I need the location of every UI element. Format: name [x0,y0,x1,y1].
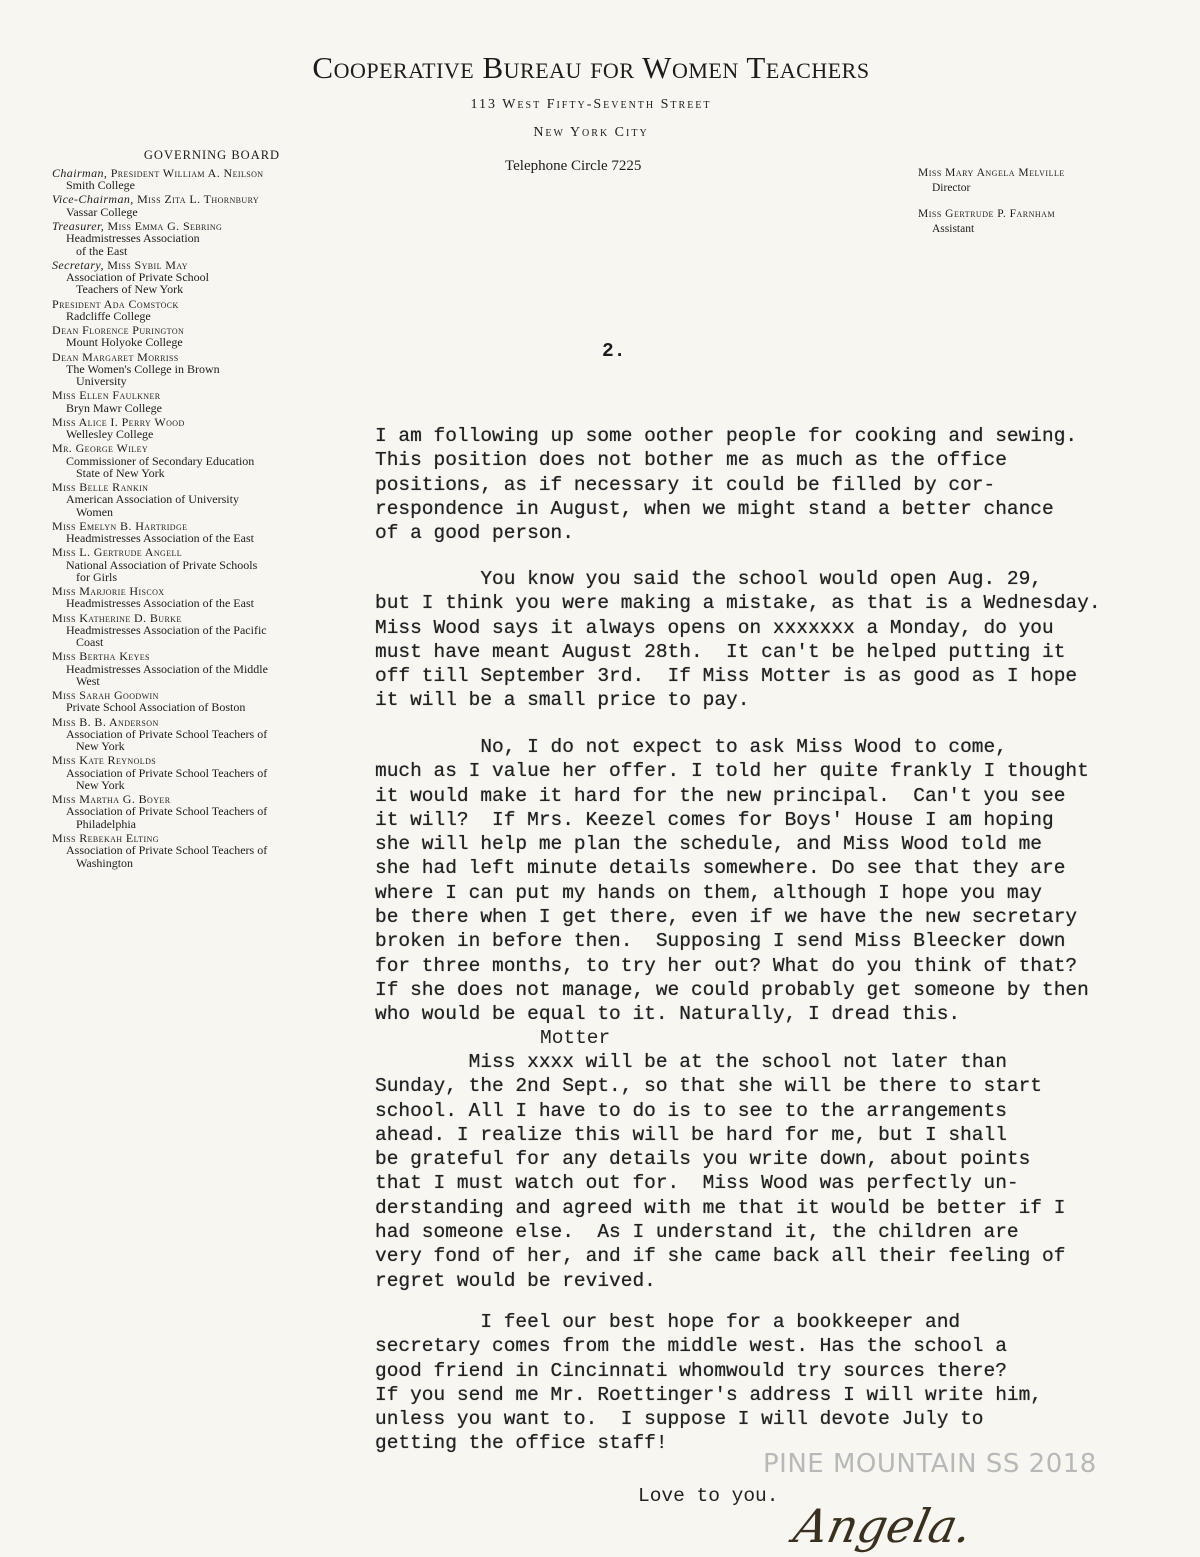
member-affiliation: Bryn Mawr College [66,400,162,415]
staff-role: Assistant [932,223,975,235]
member-affiliation: Wellesley College [66,427,154,442]
member-affiliation: Headmistresses Association of the Pacific [66,622,267,637]
text-line: broken in before then. Supposing I send Miss Bleecker down [375,930,1066,953]
text-line: she had left minute details somewhere. Do see that they are [375,857,1066,880]
staff-name: Miss Gertrude P. Farnham [918,208,1056,220]
paragraph-5 [375,1310,1042,1456]
member-name-line [52,193,362,205]
text-line: If you send me Mr. Roettinger's address I will write him, [375,1383,1043,1406]
text-line: No, I do not expect to ask Miss Wood to come, [375,736,1007,758]
board-member [52,298,362,323]
closing: Love to you. [638,1485,779,1507]
text-line: be there when I get there, even if we have the new secretary [375,906,1078,929]
member-name: President Ada Comstock [52,296,179,311]
text-line: off till September 3rd. If Miss Motter is as good as I hope [375,665,1078,688]
text-line: Miss Wood says it always opens on xxxxxxx a Monday, do you [375,616,1054,639]
member-name: Miss Katherine D. Burke [52,610,182,625]
member-affiliation: Association of Private School [66,270,209,285]
text-line: it will be a small price to pay. [375,689,750,712]
member-name: Miss Zita L. Thornbury [137,192,260,207]
text-line: regret would be revived. [375,1269,656,1292]
board-member [52,442,362,479]
board-member [52,416,362,441]
member-affiliation: State of New York [76,465,165,480]
board-member [52,650,362,687]
board-member [52,793,362,830]
member-affiliation: Association of Private School Teachers of [66,726,268,741]
member-affiliation: Commissioner of Secondary Education [66,453,255,468]
text-line: that I must watch out for. Miss Wood was perfectly un- [375,1172,1019,1195]
member-affiliation: Association of Private School Teachers of [66,843,268,858]
board-member [52,389,362,414]
letterhead-title: Cooperative Bureau for Women Teachers [312,50,870,85]
member-affiliation: Headmistresses Association [66,231,200,246]
text-line: very fond of her, and if she came back all their feeling of [375,1245,1066,1268]
text-line: had someone else. As I understand it, the children are [375,1221,1019,1244]
member-affiliation: Philadelphia [76,816,136,831]
text-line: respondence in August, when we might stand a better chance [375,497,1054,520]
member-name: Miss Emelyn B. Hartridge [52,518,188,533]
staff-director [918,166,1065,196]
staff-name: Miss Mary Angela Melville [918,167,1065,179]
staff-assistant [918,207,1055,237]
board-member [52,481,362,518]
text-line: who would be equal to it. Naturally, I dread this. [375,1003,961,1026]
member-role: Vice-Chairman, [52,192,134,207]
member-name: Miss Sybil May [107,257,188,272]
member-name: Miss Belle Rankin [52,480,149,495]
staff-role: Director [932,182,971,194]
member-affiliation: Smith College [66,178,135,193]
member-affiliation: of the East [76,243,128,258]
member-name: Miss Sarah Goodwin [52,688,159,703]
board-member [52,716,362,753]
board-member [52,167,362,192]
watermark: PINE MOUNTAIN SS 2018 [763,1449,1097,1479]
member-role: Treasurer, [52,218,105,233]
text-line: of a good person. [375,522,574,545]
text-line: but I think you were making a mistake, as that is a Wednesday. [375,592,1101,615]
member-name: Miss Martha G. Boyer [52,792,171,807]
paragraph-4 [375,1050,1065,1293]
member-affiliation: National Association of Private Schools [66,557,258,572]
member-role: Chairman, [52,166,108,180]
signature: Angela. [789,1499,978,1553]
board-member [52,324,362,349]
member-name: Dean Margaret Morriss [52,349,179,364]
text-line: good friend in Cincinnati whomwould try sources there? [375,1359,1007,1382]
text-line: much as I value her offer. I told her quite frankly I thought [375,760,1089,783]
member-affiliation: Mount Holyoke College [66,335,183,350]
text-line: I feel our best hope for a bookkeeper and [375,1311,961,1333]
board-member [52,689,362,714]
text-line: positions, as if necessary it could be filled by cor- [375,473,996,496]
text-line: getting the office staff! [375,1432,668,1455]
member-affiliation: Association of Private School Teachers of [66,804,268,819]
text-line: be grateful for any details you write down, about points [375,1148,1031,1171]
member-affiliation: Women [76,504,114,519]
member-affiliation: New York [76,739,125,754]
member-affiliation: for Girls [76,569,117,584]
member-name: Miss L. Gertrude Angell [52,545,183,560]
board-member [52,585,362,610]
member-affiliation: Headmistresses Association of the East [66,596,254,611]
member-affiliation: Washington [76,855,134,870]
text-line: secretary comes from the middle west. Has the school a [375,1335,1007,1358]
text-line: for three months, to try her out? What do you think of that? [375,954,1078,977]
member-affiliation: Coast [76,635,104,650]
member-name-line [52,351,362,363]
board-member [52,754,362,791]
page-number: 2. [602,340,626,362]
member-name-line [52,546,362,558]
text-line: where I can put my hands on them, although I hope you may [375,881,1043,904]
paragraph-2 [375,567,1101,713]
text-line: ahead. I realize this will be hard for me, but I shall [375,1123,1007,1146]
member-affiliation: American Association of University [66,492,239,507]
text-line: Miss xxxx will be at the school not later than [375,1051,1007,1073]
member-affiliation: New York [76,777,125,792]
text-line: must have meant August 28th. It can't be helped putting it [375,640,1066,663]
member-name: Miss Bertha Keyes [52,649,150,664]
member-name: Miss B. B. Anderson [52,714,159,729]
text-line: You know you said the school would open Aug. 29, [375,568,1043,590]
typed-insertion: Motter [540,1027,611,1049]
text-line: unless you want to. I suppose I will devote July to [375,1408,984,1431]
member-name: Miss Marjorie Hiscox [52,584,165,599]
member-affiliation: West [76,673,100,688]
text-line: derstanding and agreed with me that it would be better if I [375,1196,1066,1219]
member-affiliation: University [76,374,127,389]
letterhead-city: New York City [533,125,649,140]
board-members [52,167,362,869]
member-affiliation: Private School Association of Boston [66,700,246,715]
text-line: This position does not bother me as much as the office [375,449,1007,472]
text-line: school. All I have to do is to see to the arrangements [375,1099,1007,1122]
member-role: Secretary, [52,257,104,272]
text-line: If she does not manage, we could probably get someone by then [375,978,1089,1001]
text-line: Sunday, the 2nd Sept., so that she will be there to start [375,1075,1043,1098]
member-name: Dean Florence Purington [52,323,185,338]
member-name: Miss Kate Reynolds [52,753,157,768]
board-member [52,520,362,545]
board-member [52,612,362,649]
board-member [52,832,362,869]
text-line: it will? If Mrs. Keezel comes for Boys' House I am hoping [375,808,1054,831]
member-affiliation: Association of Private School Teachers of [66,765,268,780]
member-affiliation: Teachers of New York [76,282,184,297]
member-name: Miss Emma G. Sebring [107,218,223,233]
board-heading: GOVERNING BOARD [143,148,281,162]
member-name-line [52,298,362,310]
member-name: Miss Rebekah Elting [52,830,159,845]
member-affiliation: Vassar College [66,204,138,219]
member-name: Miss Alice I. Perry Wood [52,414,185,429]
member-affiliation: The Women's College in Brown [66,361,220,376]
member-name-line [52,754,362,766]
board-member [52,193,362,218]
letterhead-telephone: Telephone Circle 7225 [505,158,642,174]
member-affiliation: Radcliffe College [66,308,151,323]
member-affiliation: Headmistresses Association of the Middle [66,661,268,676]
board-member [52,546,362,583]
governing-board [52,148,362,871]
text-line: I am following up some oother people for cooking and sewing. [375,425,1078,447]
text-line: it would make it hard for the new principal. Can't you see [375,784,1066,807]
text-line: she will help me plan the schedule, and Miss Wood told me [375,833,1043,856]
board-member [52,351,362,388]
member-name-line [52,442,362,454]
paragraph-3 [375,735,1089,1027]
paragraph-1 [375,424,1077,545]
member-name-line [52,650,362,662]
board-member [52,259,362,296]
member-name-line [52,612,362,624]
board-member [52,220,362,257]
member-name-line [52,389,362,401]
member-name: Mr. George Wiley [52,441,149,456]
member-name: Miss Ellen Faulkner [52,388,161,403]
member-affiliation: Headmistresses Association of the East [66,531,254,546]
member-name: President William A. Neilson [110,166,264,180]
letterhead-street: 113 West Fifty-Seventh Street [470,97,712,112]
